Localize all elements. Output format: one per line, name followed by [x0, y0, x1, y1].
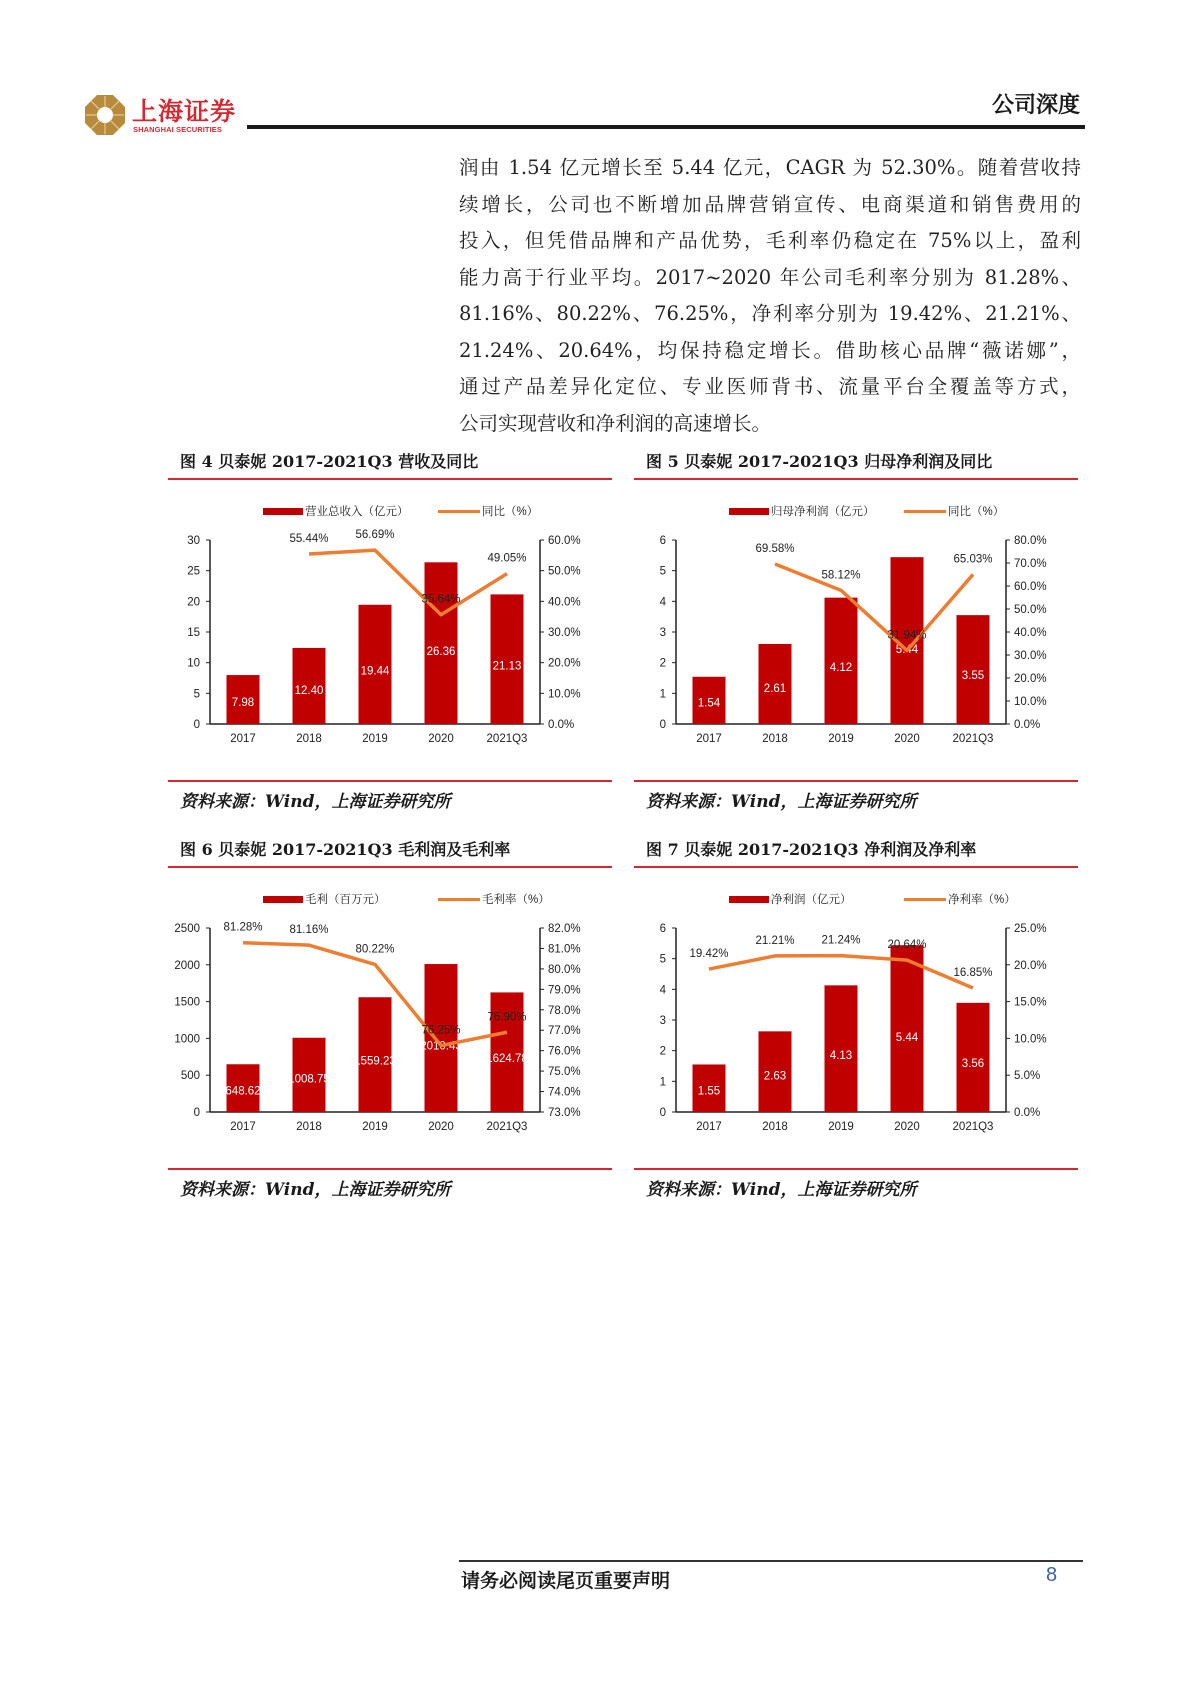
- svg-text:49.05%: 49.05%: [487, 552, 527, 565]
- body-line: 投入，但凭借品牌和产品优势，毛利率仍稳定在 75%以上，盈利: [459, 229, 1081, 252]
- svg-text:21.21%: 21.21%: [755, 934, 795, 947]
- chart-legend: [263, 504, 538, 518]
- svg-text:21.13: 21.13: [492, 660, 522, 673]
- figure-4: [168, 450, 612, 812]
- figure-6: [168, 838, 612, 1200]
- svg-text:76.0%: 76.0%: [548, 1045, 581, 1058]
- body-line: 81.16%、80.22%、76.25%，净利率分别为 19.42%、21.21%、: [459, 302, 1081, 325]
- svg-text:20.0%: 20.0%: [548, 657, 581, 670]
- svg-text:5: 5: [659, 953, 666, 966]
- svg-text:5: 5: [193, 688, 200, 701]
- svg-text:15.0%: 15.0%: [1014, 996, 1047, 1009]
- svg-text:648.62: 648.62: [225, 1085, 261, 1098]
- svg-text:40.0%: 40.0%: [1014, 627, 1047, 639]
- header-divider: [247, 125, 1085, 129]
- page-number: 8: [1046, 1564, 1058, 1586]
- svg-text:0: 0: [193, 719, 200, 731]
- svg-text:1008.75: 1008.75: [288, 1073, 330, 1086]
- svg-text:1.55: 1.55: [697, 1085, 721, 1098]
- svg-text:2020: 2020: [894, 733, 920, 745]
- svg-text:2017: 2017: [230, 1121, 256, 1133]
- svg-text:2: 2: [659, 1045, 666, 1058]
- svg-text:40.0%: 40.0%: [548, 596, 581, 609]
- svg-text:6: 6: [659, 923, 666, 935]
- svg-text:2018: 2018: [296, 1121, 322, 1133]
- svg-text:80.22%: 80.22%: [355, 943, 395, 956]
- svg-text:同比（%）: 同比（%）: [482, 506, 539, 518]
- svg-text:同比（%）: 同比（%）: [948, 506, 1005, 518]
- svg-text:净利率（%）: 净利率（%）: [948, 894, 1016, 906]
- svg-text:4.13: 4.13: [829, 1050, 853, 1063]
- svg-text:70.0%: 70.0%: [1014, 558, 1047, 570]
- svg-text:2020: 2020: [894, 1121, 920, 1133]
- logo-octagon-icon: [84, 94, 126, 136]
- svg-text:73.0%: 73.0%: [548, 1107, 581, 1119]
- figure-title: 图 5 贝泰妮 2017-2021Q3 归母净利润及同比: [646, 452, 993, 471]
- svg-text:80.0%: 80.0%: [1014, 535, 1047, 547]
- figure-title: 图 6 贝泰妮 2017-2021Q3 毛利润及毛利率: [180, 840, 511, 859]
- footer-disclaimer-note: 请务必阅读尾页重要声明: [461, 1570, 671, 1592]
- svg-text:76.25%: 76.25%: [421, 1024, 461, 1037]
- svg-text:20.0%: 20.0%: [1014, 959, 1047, 972]
- body-line: 润由 1.54 亿元增长至 5.44 亿元，CAGR 为 52.30%。随着营收持: [459, 156, 1081, 179]
- chart-legend: [729, 504, 1004, 518]
- report-category: 公司深度: [991, 92, 1080, 118]
- logo-text-en: SHANGHAI SECURITIES: [133, 125, 222, 134]
- svg-text:2021Q3: 2021Q3: [486, 1121, 528, 1133]
- bar: [825, 598, 858, 724]
- svg-text:营业总收入（亿元）: 营业总收入（亿元）: [305, 506, 409, 518]
- chart-revenue-yoy: [168, 480, 612, 780]
- svg-text:2019: 2019: [828, 1121, 854, 1133]
- svg-text:74.0%: 74.0%: [548, 1086, 581, 1099]
- svg-text:2010.43: 2010.43: [420, 1040, 462, 1053]
- svg-text:82.0%: 82.0%: [548, 923, 581, 935]
- svg-text:1000: 1000: [174, 1033, 200, 1046]
- figure-7: [634, 838, 1078, 1200]
- svg-text:21.24%: 21.24%: [821, 934, 861, 947]
- svg-text:2017: 2017: [230, 733, 256, 745]
- svg-text:1: 1: [659, 688, 666, 701]
- svg-text:3: 3: [659, 1015, 666, 1027]
- figure-title: 图 7 贝泰妮 2017-2021Q3 净利润及净利率: [646, 840, 977, 859]
- svg-text:2017: 2017: [696, 1121, 722, 1133]
- svg-text:1.54: 1.54: [697, 697, 721, 710]
- svg-text:75.0%: 75.0%: [548, 1066, 581, 1079]
- svg-text:58.12%: 58.12%: [821, 569, 861, 582]
- svg-text:2018: 2018: [762, 1121, 788, 1133]
- svg-text:归母净利润（亿元）: 归母净利润（亿元）: [771, 506, 875, 518]
- bar: [425, 964, 458, 1112]
- svg-text:2000: 2000: [174, 959, 200, 972]
- svg-text:12.40: 12.40: [294, 684, 324, 697]
- svg-text:16.85%: 16.85%: [953, 966, 993, 979]
- chart-legend: [263, 892, 550, 906]
- svg-text:10.0%: 10.0%: [1014, 1033, 1047, 1046]
- line-series: [309, 550, 507, 615]
- chart-svg: [168, 868, 612, 1168]
- svg-text:5.0%: 5.0%: [1014, 1070, 1041, 1083]
- svg-text:2019: 2019: [362, 733, 388, 745]
- svg-text:30.0%: 30.0%: [1014, 650, 1047, 662]
- svg-text:20.0%: 20.0%: [1014, 673, 1047, 685]
- bar: [825, 985, 858, 1112]
- chart-svg: [634, 480, 1078, 780]
- svg-text:15: 15: [187, 627, 200, 639]
- svg-text:77.0%: 77.0%: [548, 1025, 581, 1038]
- figure-source: 资料来源：Wind，上海证券研究所: [168, 780, 612, 812]
- svg-text:3.56: 3.56: [961, 1057, 985, 1070]
- svg-text:19.42%: 19.42%: [689, 948, 729, 961]
- svg-text:毛利（百万元）: 毛利（百万元）: [305, 894, 386, 906]
- svg-text:7.98: 7.98: [231, 696, 255, 709]
- line-series: [775, 564, 973, 651]
- svg-text:10: 10: [187, 657, 200, 670]
- svg-text:6: 6: [659, 535, 666, 547]
- svg-text:2021Q3: 2021Q3: [486, 733, 528, 745]
- svg-text:76.90%: 76.90%: [487, 1011, 527, 1024]
- chart-legend: [729, 892, 1016, 906]
- svg-text:60.0%: 60.0%: [548, 535, 581, 547]
- figure-5: [634, 450, 1078, 812]
- figure-title: 图 4 贝泰妮 2017-2021Q3 营收及同比: [180, 452, 479, 471]
- svg-text:19.44: 19.44: [360, 665, 390, 678]
- chart-gross-profit-margin: [168, 868, 612, 1168]
- svg-text:0.0%: 0.0%: [1014, 1107, 1041, 1119]
- svg-text:3: 3: [659, 627, 666, 639]
- svg-text:81.0%: 81.0%: [548, 943, 581, 956]
- svg-text:2020: 2020: [428, 1121, 454, 1133]
- svg-text:1: 1: [659, 1076, 666, 1089]
- svg-text:2021Q3: 2021Q3: [952, 1121, 994, 1133]
- svg-text:69.58%: 69.58%: [755, 542, 795, 555]
- svg-text:2: 2: [659, 657, 666, 670]
- body-line: 通过产品差异化定位、专业医师背书、流量平台全覆盖等方式，: [459, 375, 1081, 398]
- svg-text:2019: 2019: [828, 733, 854, 745]
- svg-text:65.03%: 65.03%: [953, 553, 993, 566]
- svg-text:26.36: 26.36: [426, 646, 456, 659]
- footer-divider: [459, 1560, 1083, 1562]
- svg-text:0: 0: [659, 1107, 666, 1119]
- svg-text:50.0%: 50.0%: [548, 565, 581, 578]
- svg-text:5.44: 5.44: [895, 1031, 919, 1044]
- svg-text:2018: 2018: [762, 733, 788, 745]
- figure-source: 资料来源：Wind，上海证券研究所: [168, 1168, 612, 1200]
- svg-text:0.0%: 0.0%: [548, 719, 575, 731]
- svg-text:50.0%: 50.0%: [1014, 604, 1047, 616]
- svg-text:5: 5: [659, 565, 666, 578]
- chart-svg: [634, 868, 1078, 1168]
- figure-source: 资料来源：Wind，上海证券研究所: [634, 780, 1078, 812]
- svg-text:净利润（亿元）: 净利润（亿元）: [771, 894, 852, 906]
- svg-text:5.44: 5.44: [895, 643, 919, 656]
- svg-text:0: 0: [659, 719, 666, 731]
- svg-text:31.94%: 31.94%: [887, 629, 927, 642]
- svg-text:20: 20: [187, 596, 200, 609]
- svg-text:2018: 2018: [296, 733, 322, 745]
- chart-net-profit-margin: [634, 868, 1078, 1168]
- bar: [425, 562, 458, 724]
- svg-text:80.0%: 80.0%: [548, 963, 581, 976]
- svg-text:2500: 2500: [174, 923, 200, 935]
- svg-text:3.55: 3.55: [961, 670, 985, 683]
- chart-net-profit-parent-yoy: [634, 480, 1078, 780]
- svg-text:35.64%: 35.64%: [421, 593, 461, 606]
- svg-text:20.64%: 20.64%: [887, 939, 927, 952]
- svg-text:毛利率（%）: 毛利率（%）: [482, 894, 550, 906]
- svg-text:2017: 2017: [696, 733, 722, 745]
- svg-text:25: 25: [187, 565, 200, 578]
- svg-text:4.12: 4.12: [829, 662, 853, 675]
- svg-text:56.69%: 56.69%: [355, 529, 395, 542]
- svg-text:30: 30: [187, 535, 200, 547]
- svg-text:500: 500: [180, 1070, 200, 1083]
- logo-text-cn: 上海证券: [132, 97, 237, 126]
- svg-text:81.28%: 81.28%: [223, 921, 263, 934]
- chart-svg: [168, 480, 612, 780]
- body-line: 能力高于行业平均。2017~2020 年公司毛利率分别为 81.28%、: [459, 265, 1081, 289]
- svg-text:55.44%: 55.44%: [289, 532, 329, 545]
- bar: [491, 594, 524, 724]
- svg-text:2019: 2019: [362, 1121, 388, 1133]
- svg-text:2021Q3: 2021Q3: [952, 733, 994, 745]
- body-line: 公司实现营收和净利润的高速增长。: [459, 411, 772, 435]
- svg-text:1559.23: 1559.23: [354, 1055, 396, 1068]
- bar: [891, 945, 924, 1112]
- svg-text:10.0%: 10.0%: [548, 688, 581, 701]
- svg-text:25.0%: 25.0%: [1014, 923, 1047, 935]
- svg-text:30.0%: 30.0%: [548, 627, 581, 639]
- svg-text:4: 4: [659, 596, 666, 609]
- line-series: [709, 956, 973, 988]
- figure-source: 资料来源：Wind，上海证券研究所: [634, 1168, 1078, 1200]
- svg-text:79.0%: 79.0%: [548, 984, 581, 997]
- svg-text:2020: 2020: [428, 733, 454, 745]
- svg-text:0.0%: 0.0%: [1014, 719, 1041, 731]
- company-logo: [84, 92, 264, 138]
- svg-text:1500: 1500: [174, 996, 200, 1009]
- body-line: 续增长，公司也不断增加品牌营销宣传、电商渠道和销售费用的: [459, 192, 1081, 216]
- svg-text:2.61: 2.61: [763, 682, 787, 695]
- svg-text:4: 4: [659, 984, 666, 997]
- svg-text:81.16%: 81.16%: [289, 924, 329, 937]
- svg-text:60.0%: 60.0%: [1014, 581, 1047, 593]
- body-paragraph: [459, 150, 1081, 442]
- svg-text:1624.78: 1624.78: [486, 1053, 528, 1066]
- svg-text:2.63: 2.63: [763, 1070, 787, 1083]
- svg-text:10.0%: 10.0%: [1014, 696, 1047, 708]
- body-line: 21.24%、20.64%，均保持稳定增长。借助核心品牌“薇诺娜”，: [459, 338, 1081, 362]
- svg-text:0: 0: [193, 1107, 200, 1119]
- svg-text:78.0%: 78.0%: [548, 1004, 581, 1017]
